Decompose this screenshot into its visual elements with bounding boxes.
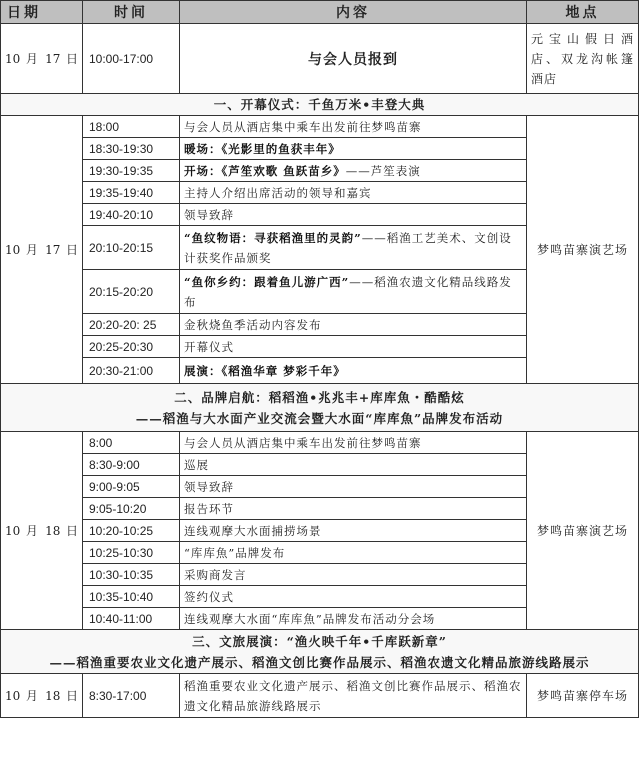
- header-time: 时间: [83, 1, 180, 24]
- time-cell: 8:30-17:00: [83, 674, 180, 718]
- content-text: 开幕仪式: [184, 339, 234, 354]
- content-text: “库库魚”品牌发布: [184, 545, 286, 560]
- content-cell: [180, 116, 527, 138]
- content-text: 领导致辞: [184, 207, 234, 222]
- time-cell: 19:40-20:10: [83, 204, 180, 226]
- time-cell: 8:00: [83, 432, 180, 454]
- content-cell: [180, 542, 527, 564]
- content-highlight: “鱼纹物语：寻获稻渔里的灵韵”: [184, 230, 362, 245]
- section-subtitle: ——稻渔与大水面产业交流会暨大水面“库库魚”品牌发布活动: [135, 410, 504, 426]
- time-cell: 10:35-10:40: [83, 586, 180, 608]
- content-text: ——芦笙表演: [345, 163, 421, 178]
- time-cell: 20:30-21:00: [83, 358, 180, 384]
- content-text: 巡展: [184, 457, 209, 472]
- section-subtitle: ——稻渔重要农业文化遗产展示、稻渔文创比赛作品展示、稻渔农遗文化精品旅游线路展示: [49, 654, 590, 670]
- content-cell: [180, 226, 527, 270]
- content-cell: 与会人员报到: [180, 24, 527, 94]
- header-content: 内容: [180, 1, 527, 24]
- section-header: [1, 630, 639, 674]
- time-cell: 10:30-10:35: [83, 564, 180, 586]
- content-cell: [180, 476, 527, 498]
- content-text: 连线观摩大水面“库库魚”品牌发布活动分会场: [184, 611, 436, 626]
- date-cell: 10 月 18 日: [1, 432, 83, 630]
- content-cell: [180, 564, 527, 586]
- content-highlight: 暖场：《光影里的鱼获丰年》: [184, 141, 341, 156]
- content-text: ——稻渔工艺美术、文创设计获奖作品颁奖: [184, 230, 512, 265]
- content-cell: [180, 498, 527, 520]
- content-text: 主持人介绍出席活动的领导和嘉宾: [184, 185, 372, 200]
- time-cell: 18:00: [83, 116, 180, 138]
- time-cell: 10:40-11:00: [83, 608, 180, 630]
- venue-cell: 梦鸣苗寨停车场: [527, 674, 639, 718]
- content-cell: [180, 520, 527, 542]
- section-header: [1, 384, 639, 432]
- section-title: 一、开幕仪式：千鱼万米•丰登大典: [1, 94, 639, 116]
- header-venue: 地点: [527, 1, 639, 24]
- content-cell: [180, 336, 527, 358]
- content-cell: [180, 182, 527, 204]
- content-cell: [180, 138, 527, 160]
- time-cell: 8:30-9:00: [83, 454, 180, 476]
- content-text: 报告环节: [184, 501, 234, 516]
- section-title: 三、文旅展演：“渔火映千年•千库跃新章”: [192, 633, 447, 649]
- content-highlight: 开场：《芦笙欢歌 鱼跃苗乡》: [184, 163, 346, 178]
- section-title-cell: [1, 630, 639, 674]
- content-cell: [180, 608, 527, 630]
- time-cell: 10:00-17:00: [83, 24, 180, 94]
- table-row: [1, 116, 639, 138]
- content-cell: [180, 432, 527, 454]
- date-cell: 10 月 17 日: [1, 116, 83, 384]
- content-cell: [180, 358, 527, 384]
- content-text: 与会人员从酒店集中乘车出发前往梦鸣苗寨: [184, 119, 422, 134]
- section-title: 二、品牌启航：稻稻渔•兆兆丰+库库魚・酷酷炫: [174, 389, 465, 405]
- time-cell: 20:20-20: 25: [83, 314, 180, 336]
- time-cell: 9:05-10:20: [83, 498, 180, 520]
- content-cell: [180, 586, 527, 608]
- table-row: [1, 674, 639, 718]
- time-cell: 19:30-19:35: [83, 160, 180, 182]
- header-date: 日期: [1, 1, 83, 24]
- content-highlight: 展演：《稻渔华章 梦彩千年》: [184, 363, 346, 378]
- time-cell: 18:30-19:30: [83, 138, 180, 160]
- section-header: [1, 94, 639, 116]
- block-opening: [1, 116, 639, 384]
- time-cell: 10:25-10:30: [83, 542, 180, 564]
- time-cell: 20:25-20:30: [83, 336, 180, 358]
- date-cell: 10 月 18 日: [1, 674, 83, 718]
- table-row: [1, 24, 639, 94]
- content-text: 签约仪式: [184, 589, 234, 604]
- date-cell: 10 月 17 日: [1, 24, 83, 94]
- content-cell: [180, 204, 527, 226]
- content-text: 与会人员从酒店集中乘车出发前往梦鸣苗寨: [184, 435, 422, 450]
- content-cell: 稻渔重要农业文化遗产展示、稻渔文创比赛作品展示、稻渔农遗文化精品旅游线路展示: [180, 674, 527, 718]
- time-cell: 19:35-19:40: [83, 182, 180, 204]
- time-cell: 20:10-20:15: [83, 226, 180, 270]
- content-text: 领导致辞: [184, 479, 234, 494]
- time-cell: 9:00-9:05: [83, 476, 180, 498]
- venue-cell: 元宝山假日酒店、双龙沟帐篷酒店: [527, 24, 639, 94]
- content-cell: [180, 314, 527, 336]
- venue-cell: 梦鸣苗寨演艺场: [527, 432, 639, 630]
- content-cell: [180, 160, 527, 182]
- block-brand: [1, 432, 639, 630]
- time-cell: 10:20-10:25: [83, 520, 180, 542]
- content-cell: [180, 270, 527, 314]
- content-highlight: “鱼你乡约：跟着鱼儿游广西”: [184, 274, 350, 289]
- table-row: [1, 432, 639, 454]
- header-row: [1, 1, 639, 24]
- section-title-cell: [1, 384, 639, 432]
- time-cell: 20:15-20:20: [83, 270, 180, 314]
- content-text: ——稻渔农遗文化精品线路发布: [184, 274, 512, 309]
- content-cell: [180, 454, 527, 476]
- content-text: 连线观摩大水面捕捞场景: [184, 523, 322, 538]
- venue-cell: 梦鸣苗寨演艺场: [527, 116, 639, 384]
- content-text: 采购商发言: [184, 567, 247, 582]
- content-text: 金秋烧鱼季活动内容发布: [184, 317, 322, 332]
